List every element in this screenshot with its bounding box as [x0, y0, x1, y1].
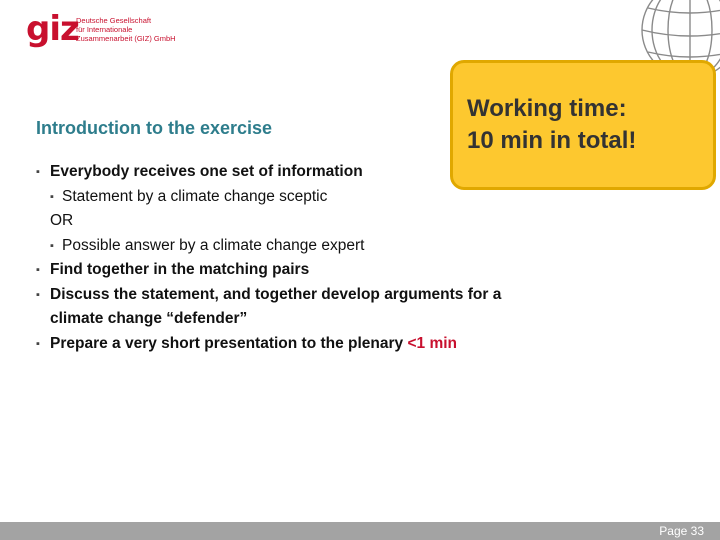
bullet-continuation [36, 307, 636, 332]
bullet-item [36, 332, 636, 357]
page-number: Page 33 [659, 524, 704, 538]
or-text: OR [50, 212, 74, 229]
footer-bar [0, 522, 720, 540]
giz-logo-text [76, 16, 176, 43]
bullet-marker-icon: ▪ [36, 264, 40, 276]
bullet-marker-icon: ▪ [36, 166, 40, 178]
or-separator [36, 209, 636, 234]
bullet-text: Everybody receives one set of information [50, 163, 363, 180]
logo-text-line: für Internationale [76, 25, 133, 34]
bullet-text: Statement by a climate change sceptic [62, 187, 328, 205]
bullet-item [36, 283, 636, 308]
bullet-text: climate change “defender” [50, 310, 248, 327]
callout-line-2: 10 min in total! [467, 127, 637, 154]
bullet-marker-icon: ▪ [36, 288, 40, 301]
sub-bullet-item [36, 185, 636, 210]
giz-logo-mark: giz [26, 9, 79, 49]
bullet-marker-icon: ▪ [50, 239, 54, 252]
time-limit-text: <1 min [407, 334, 458, 352]
callout-line-1: Working time: [467, 95, 627, 122]
bullet-text: Prepare a very short presentation to the plenary [50, 334, 404, 352]
bullet-text: Find together in the matching pairs [50, 261, 310, 278]
bullet-marker-icon: ▪ [36, 337, 40, 350]
slide-title: Introduction to the exercise [36, 118, 273, 138]
giz-logo [26, 9, 176, 50]
bullet-item [36, 258, 636, 283]
bullet-list [36, 160, 636, 356]
bullet-item [36, 160, 636, 185]
bullet-marker-icon: ▪ [50, 190, 54, 203]
sub-bullet-item [36, 234, 636, 259]
logo-text-line: Zusammenarbeit (GIZ) GmbH [76, 34, 176, 43]
callout-text [467, 93, 636, 157]
bullet-text: Discuss the statement, and together develop arguments for a [50, 285, 502, 303]
bullet-text: Possible answer by a climate change expert [62, 236, 365, 254]
logo-text-line: Deutsche Gesellschaft [76, 16, 152, 25]
